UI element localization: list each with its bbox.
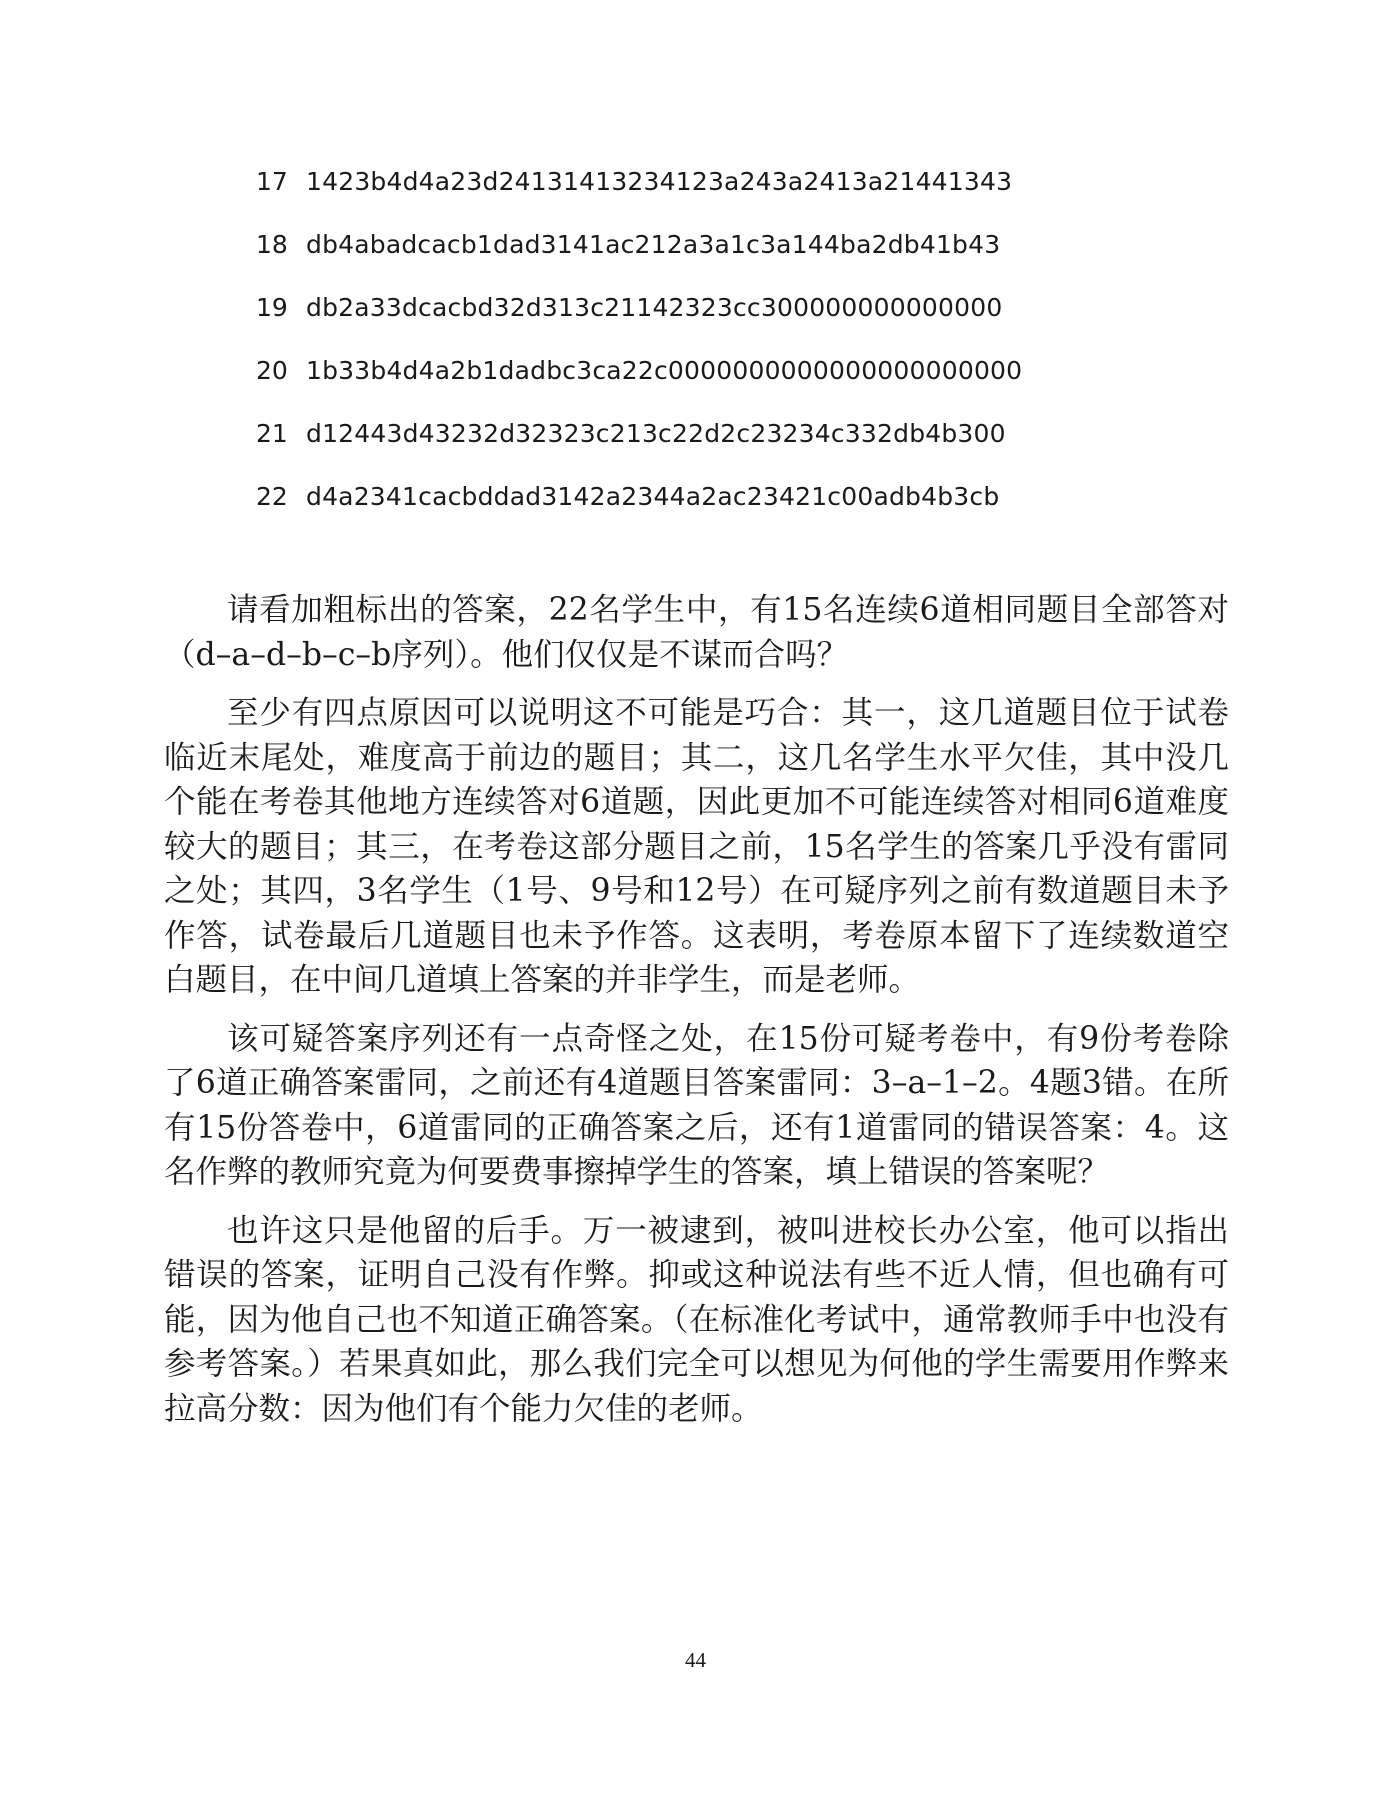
answer-sequence: db4abadcacb1dad3141ac212a3a1c3a144ba2db41b43	[306, 230, 1001, 259]
answer-row	[0, 150, 1391, 213]
answer-sequence-list	[0, 150, 1391, 528]
student-number: 21	[256, 419, 288, 448]
answer-sequence: 1b33b4d4a2b1dadbc3ca22c0000000000000000000000	[306, 356, 1023, 385]
answer-row	[0, 339, 1391, 402]
paragraph: 也许这只是他留的后手。万一被逮到，被叫进校长办公室，他可以指出错误的答案，证明自己没有作弊。抑或这种说法有些不近人情，但也确有可能，因为他自己也不知道正确答案。（在标准化考试中，通常教师手中也没有参考答案。）若果真如此，那么我们完全可以想见为何他的学生需要用作弊来拉高分数：因为他们有个能力欠佳的老师。	[164, 1212, 1229, 1427]
answer-sequence: d4a2341cacbddad3142a2344a2ac23421c00adb4b3cb	[306, 482, 1000, 511]
paragraph: 至少有四点原因可以说明这不可能是巧合：其一，这几道题目位于试卷临近末尾处，难度高于前边的题目；其二，这几名学生水平欠佳，其中没几个能在考卷其他地方连续答对6道题，因此更加不可能连续答对相同6道难度较大的题目；其三，在考卷这部分题目之前，15名学生的答案几乎没有雷同之处；其四，3名学生（1号、9号和12号）在可疑序列之前有数道题目未予作答，试卷最后几道题目也未予作答。这表明，考卷原本留下了连续数道空白题目，在中间几道填上答案的并非学生，而是老师。	[164, 695, 1229, 998]
student-number: 20	[256, 356, 288, 385]
answer-row	[0, 213, 1391, 276]
answer-sequence: d12443d43232d32323c213c22d2c23234c332db4b300	[306, 419, 1006, 448]
page-number: 44	[685, 1648, 706, 1672]
body-text	[164, 588, 1229, 1445]
student-number: 22	[256, 482, 288, 511]
paragraph: 请看加粗标出的答案，22名学生中，有15名连续6道相同题目全部答对（d–a–d–b–c–b序列）。他们仅仅是不谋而合吗？	[164, 592, 1229, 673]
student-number: 18	[256, 230, 288, 259]
answer-row	[0, 465, 1391, 528]
student-number: 17	[256, 167, 288, 196]
answer-sequence: db2a33dcacbd32d313c21142323cc300000000000000	[306, 293, 1003, 322]
student-number: 19	[256, 293, 288, 322]
answer-row	[0, 402, 1391, 465]
answer-row	[0, 276, 1391, 339]
paragraph: 该可疑答案序列还有一点奇怪之处，在15份可疑考卷中，有9份考卷除了6道正确答案雷同，之前还有4道题目答案雷同：3–a–1–2。4题3错。在所有15份答卷中，6道雷同的正确答案之后，还有1道雷同的错误答案：4。这名作弊的教师究竟为何要费事擦掉学生的答案，填上错误的答案呢？	[164, 1020, 1229, 1190]
answer-sequence: 1423b4d4a23d24131413234123a243a2413a21441343	[306, 167, 1013, 196]
